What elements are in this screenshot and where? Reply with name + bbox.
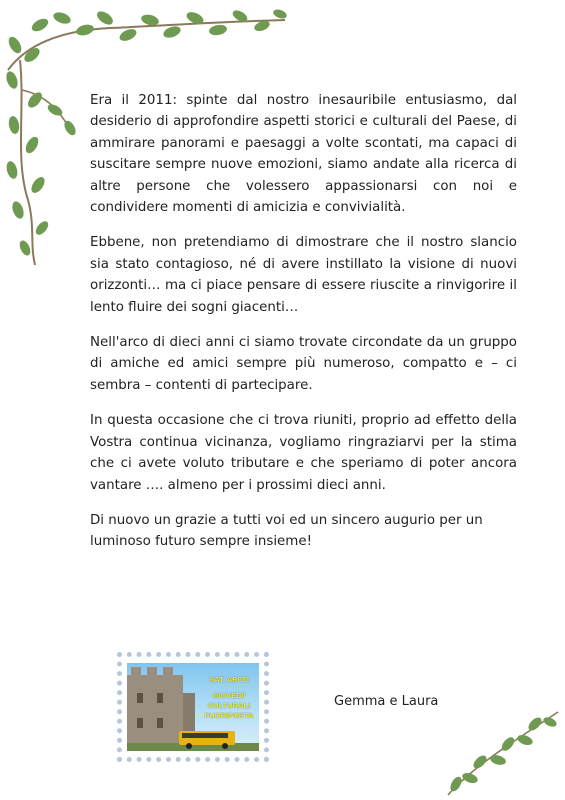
letter-body	[90, 90, 517, 567]
association-stamp	[117, 652, 269, 762]
signature: Gemma e Laura	[334, 694, 439, 709]
stamp-picture	[127, 663, 259, 751]
letter-paragraph: In questa occasione che ci trova riuniti, proprio ad effetto della Vostra continua vicinanza, vogliamo ringraziarvi per la stima che ci avete voluto tributare e che speriamo di poter ancora vantare …. almeno per i prossimi dieci anni.	[90, 413, 517, 493]
stamp-text-line: GIOVEDI'	[212, 691, 246, 700]
letter-paragraph: Era il 2011: spinte dal nostro inesauribile entusiasmo, dal desiderio di approfondire aspetti storici e culturali del Paese, di ammirare panorami e paesaggi a volte scontati, ma capaci di suscitare sempre nuove emozioni, siamo andate alla ricerca di altre persone che volessero appassionarsi con noi e condividere momenti di amicizia e convivialità.	[90, 93, 517, 216]
letter-paragraph: Nell'arco di dieci anni ci siamo trovate circondate da un gruppo di amiche ed amici sempre più numeroso, compatto e – ci sembra – contenti di partecipare.	[90, 335, 517, 393]
stamp-text-line: SAT. ARCO	[209, 675, 249, 684]
letter-paragraph: Di nuovo un grazie a tutti voi ed un sincero augurio per un luminoso futuro sempre insieme!	[90, 512, 483, 550]
stamp-text-line: CULTURALI	[207, 701, 251, 710]
vine-decoration-bottom	[440, 700, 565, 800]
stamp-text-line: FUORIPORTA	[204, 711, 254, 720]
letter-paragraph: Ebbene, non pretendiamo di dimostrare che il nostro slancio sia stato contagioso, né di avere instillato la visione di nuovi orizzonti… ma ci piace pensare di essere riuscite a rinvigorire il lento fluire dei sogni giacenti…	[90, 235, 517, 315]
